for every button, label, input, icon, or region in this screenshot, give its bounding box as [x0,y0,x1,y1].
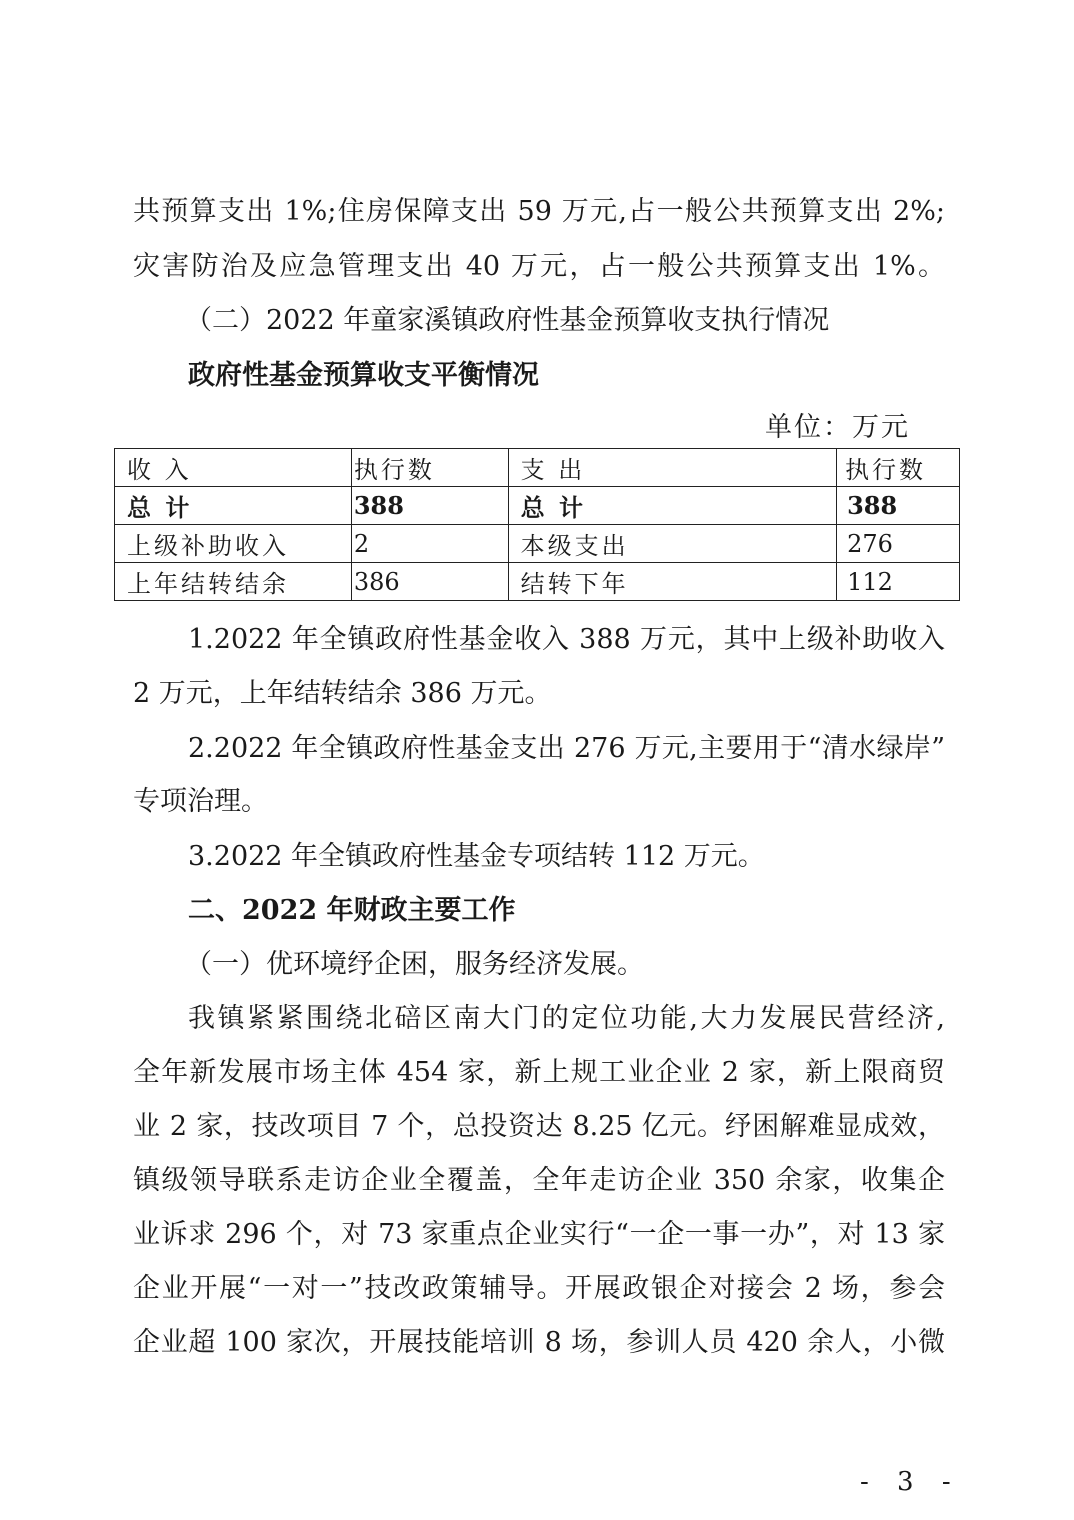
cell-expenditure-item: 结转下年 [508,563,836,601]
section-heading: 二、2022 年财政主要工作 [188,895,516,926]
page-number: - 3 - [860,1467,961,1497]
paragraph-line: 专项治理。 [133,786,268,817]
paragraph-line: 全年新发展市场主体 454 家，新上规工业企业 2 家，新上限商贸 [133,1057,945,1088]
table-total-row [115,487,960,525]
table-header-row [115,449,960,487]
cell-income-item: 上年结转结余 [115,563,352,601]
cell-expenditure-value: 112 [837,563,960,601]
paragraph-line: 共预算支出 1%;住房保障支出 59 万元,占一般公共预算支出 2%; [133,196,945,227]
paragraph-line: 镇级领导联系走访企业全覆盖，全年走访企业 350 余家，收集企 [133,1165,945,1196]
cell-expenditure-value: 276 [837,525,960,563]
total-label: 总 计 [115,487,352,525]
header-executed: 执行数 [837,449,960,487]
paragraph-line: 业诉求 296 个，对 73 家重点企业实行“一企一事一办”，对 13 家 [133,1219,945,1250]
table-unit-label: 单位：万元 [765,412,910,443]
paragraph-line: 企业开展“一对一”技改政策辅导。开展政银企对接会 2 场，参会 [133,1273,945,1304]
table-row [115,563,960,601]
cell-income-item: 上级补助收入 [115,525,352,563]
cell-expenditure-item: 本级支出 [508,525,836,563]
total-label: 总 计 [508,487,836,525]
paragraph-line: 企业超 100 家次，开展技能培训 8 场，参训人员 420 余人，小微 [133,1327,945,1358]
paragraph-line: 2 万元，上年结转结余 386 万元。 [133,678,552,709]
paragraph-line: 2.2022 年全镇政府性基金支出 276 万元,主要用于“清水绿岸” [188,733,945,764]
section-heading: （二）2022 年童家溪镇政府性基金预算收支执行情况 [185,305,830,336]
header-income: 收 入 [115,449,352,487]
table-row [115,525,960,563]
cell-income-value: 386 [351,563,508,601]
paragraph-line: 1.2022 年全镇政府性基金收入 388 万元，其中上级补助收入 [188,624,945,655]
header-executed: 执行数 [351,449,508,487]
subsection-heading: （一）优环境纾企困，服务经济发展。 [185,949,644,980]
paragraph-line: 灾害防治及应急管理支出 40 万元，占一般公共预算支出 1%。 [133,251,945,282]
table-title: 政府性基金预算收支平衡情况 [188,360,539,391]
paragraph-line: 3.2022 年全镇政府性基金专项结转 112 万元。 [188,841,765,872]
total-expenditure-value: 388 [837,487,960,525]
paragraph-line: 业 2 家，技改项目 7 个，总投资达 8.25 亿元。纾困解难显成效， [133,1111,945,1142]
paragraph-line: 我镇紧紧围绕北碚区南大门的定位功能,大力发展民营经济, [188,1003,945,1034]
cell-income-value: 2 [351,525,508,563]
header-expenditure: 支 出 [508,449,836,487]
total-income-value: 388 [351,487,508,525]
budget-table [114,448,960,601]
